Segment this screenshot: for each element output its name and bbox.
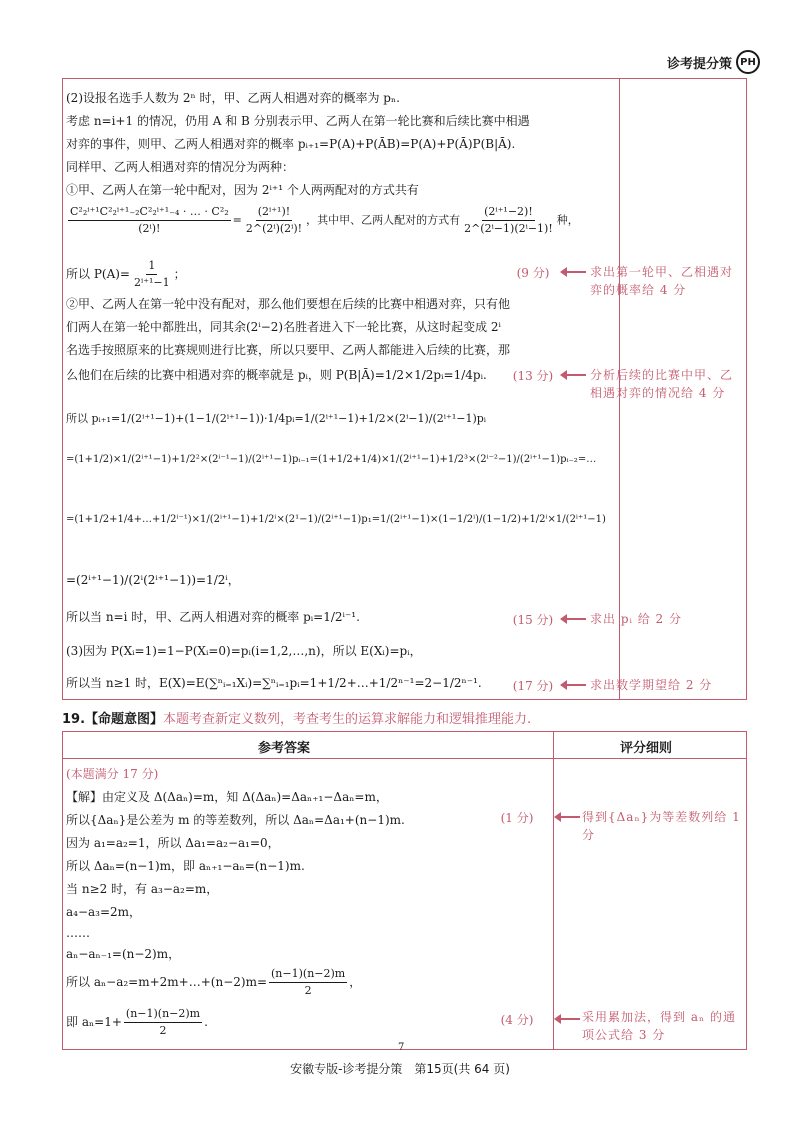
p2-line-16: 所以当 n=i 时，甲、乙两人相遇对弈的概率 pᵢ=1/2ⁱ⁻¹. [66,610,360,624]
q19-line-3: 因为 a₁=a₂=1，所以 Δa₁=a₂−a₁=0， [66,836,280,850]
grading-note: 求出数学期望给 2 分 [590,678,713,692]
q19-line-5: 当 n≥2 时，有 a₃−a₂=m， [66,882,219,896]
page-mark: 7 [398,1042,405,1053]
score-label: (4 分) [500,1013,534,1027]
grading-note: 求出第一轮甲、乙相遇对弈的概率给 4 分 [590,265,734,297]
brand-title: 诊考提分策 [666,56,732,72]
q19-line-6: a₄−a₃=2m， [66,905,142,919]
score-label: (9 分) [516,266,550,280]
p2-line-18: 所以当 n≥1 时，E(X)=E(∑ⁿᵢ₌₁Xᵢ)=∑ⁿᵢ₌₁pᵢ=1+1/2+…+1/2ⁿ⁻¹=2−1/2ⁿ⁻¹. [66,676,482,690]
grading-note: 分析后续的比赛中甲、乙相遇对弈的情况给 4 分 [590,368,734,400]
page-footer: 安徽专版-诊考提分策 第15页(共 64 页) [290,1062,510,1076]
p2-line-3: 对弈的事件，则甲、乙两人相遇对弈的概率 pᵢ₊₁=P(A)+P(ĀB)=P(A)+P(Ā)P(B|Ā). [66,137,516,151]
col-answer-header: 参考答案 [258,741,311,756]
score-label: (13 分) [512,369,554,383]
p2-line-4: 同样甲、乙两人相遇对弈的情况分为两种： [66,160,295,174]
p2-line-17: (3)因为 P(Xᵢ=1)=1−P(Xᵢ=0)=pᵢ(i=1,2,…,n)，所以 E(Xᵢ)=pᵢ， [66,644,422,658]
brand-header [667,50,760,74]
arrow-left-icon [556,816,580,818]
p2-line-2: 考虑 n=i+1 的情况，仍用 A 和 B 分别表示甲、乙两人在第一轮比赛和后续比赛中相遇 [66,114,530,128]
fraction: $\frac{(n-1)(n-2)m}{2}$ [271,967,346,997]
p2-line-7: 所以 P(A)= $\frac{1}{\text{2ⁱ⁺¹−1}}$ ； [66,259,186,289]
p2-line-5: ①甲、乙两人在第一轮中配对，因为 2ⁱ⁺¹ 个人两两配对的方式共有 [66,183,419,197]
p2-line-1: (2)设报名选手人数为 2ⁿ 时，甲、乙两人相遇对弈的概率为 pₙ. [66,91,400,105]
q19-line-2: 所以{Δaₙ}是公差为 m 的等差数列，所以 Δaₙ=Δa₁+(n−1)m. [66,813,405,827]
q19-line-8: aₙ−aₙ₋₁=(n−2)m， [66,947,181,961]
brand-logo-icon: PH [736,50,760,74]
q19-line-4: 所以 Δaₙ=(n−1)m，即 aₙ₊₁−aₙ=(n−1)m. [66,859,305,873]
p2-line-8: ②甲、乙两人在第一轮中没有配对，那么他们要想在后续的比赛中相遇对弈，只有他 [66,297,511,311]
q19-line-1: 【解】由定义及 Δ(Δaₙ)=m，知 Δ(Δaₙ)=Δaₙ₊₁−Δaₙ=m， [66,790,388,804]
p2-line-15: =(2ⁱ⁺¹−1)/(2ⁱ(2ⁱ⁺¹−1))=1/2ⁱ， [66,573,240,587]
arrow-left-icon [562,374,586,376]
intent-tag: 【命题意图】 [85,712,164,727]
grading-note: 求出 pᵢ 给 2 分 [590,612,682,626]
fraction: $\frac{\text{(2ⁱ⁺¹−2)!}}{\text{2\textasciicircum{}(2ⁱ−1)(2ⁱ−1)!}}$ [464,205,553,235]
p2-line-12: 所以 pᵢ₊₁=1/(2ⁱ⁺¹−1)+(1−1/(2ⁱ⁺¹−1))·1/4pᵢ=1/(2ⁱ⁺¹−1)+1/2×(2ⁱ−1)/(2ⁱ⁺¹−1)pᵢ [66,412,486,425]
arrow-left-icon [562,684,586,686]
column-divider [553,732,554,1049]
fraction: $\frac{1}{\text{2ⁱ⁺¹−1}}$ [133,259,170,289]
question-19-intent [62,708,531,727]
p2-line-14: =(1+1/2+1/4+…+1/2ⁱ⁻¹)×1/(2ⁱ⁺¹−1)+1/2ⁱ×(2¹−1)/(2ⁱ⁺¹−1)p₁=1/(2ⁱ⁺¹−1)×(1−1/2ⁱ)/(1−1/2)+1/2ⁱ×1/(2ⁱ⁺¹−1) [66,514,606,525]
score-label: (15 分) [512,613,554,627]
score-label: (1 分) [500,811,534,825]
arrow-left-icon [556,1018,580,1020]
question-number: 19. [62,712,86,727]
intent-text: 本题考查新定义数列，考查考生的运算求解能力和逻辑推理能力. [163,712,532,727]
fraction: $\frac{\text{C²₂ⁱ⁺¹C²₂ⁱ⁺¹₋₂C²₂ⁱ⁺¹₋₄ · … · C²₂}}{\text{(2ⁱ)!}}$ [70,205,229,235]
p2-line-10: 名选手按照原来的比赛规则进行比赛，所以只要甲、乙两人都能进入后续的比赛，那 [66,343,511,357]
p2-line-9: 们两人在第一轮中都胜出，同其余(2ⁱ−2)名胜者进入下一轮比赛，从这时起变成 2ⁱ [66,320,501,334]
q19-line-9: 所以 aₙ−a₂=m+2m+…+(n−2)m= $\frac{(n-1)(n-2)m}{2}$ ， [66,967,362,997]
col-detail-header: 评分细则 [620,741,673,756]
fraction: $\frac{\text{(2ⁱ⁺¹)!}}{\text{2\textasciicircum{}(2ⁱ)(2ⁱ)!}}$ [245,205,303,235]
arrow-left-icon [562,618,586,620]
p2-line-6: $\frac{\text{C²₂ⁱ⁺¹C²₂ⁱ⁺¹₋₂C²₂ⁱ⁺¹₋₄ · … · C²₂}}{\text{(2ⁱ)!}}$ = $\frac{\text{(2ⁱ⁺¹)!}}{\text{2\textasciicircum{}(2ⁱ)(2ⁱ)!}}$ ，其中甲、乙两人配对的方式有 $\frac{\text{(2ⁱ⁺¹−2)!}}{\text{2\textasciicircum{}(2ⁱ−1)(2ⁱ−1)!}}$ 种， [70,205,579,235]
q19-line-7: …… [66,926,90,940]
arrow-left-icon [562,271,586,273]
score-label: (17 分) [512,679,554,693]
grading-note: 得到{Δaₙ}为等差数列给 1 分 [582,810,741,842]
table-header [63,732,746,759]
fraction: $\frac{(n-1)(n-2)m}{2}$ [125,1007,201,1037]
p2-line-13: =(1+1/2)×1/(2ⁱ⁺¹−1)+1/2²×(2ⁱ⁻¹−1)/(2ⁱ⁺¹−1)pᵢ₋₁=(1+1/2+1/4)×1/(2ⁱ⁺¹−1)+1/2³×(2ⁱ⁻²−1)/(2ⁱ⁺¹−1)pᵢ₋₂=… [66,454,597,465]
q19-line-10: 即 aₙ=1+ $\frac{(n-1)(n-2)m}{2}$ . [66,1007,208,1037]
grading-note: 采用累加法，得到 aₙ 的通项公式给 3 分 [582,1010,736,1042]
q19-full-score: (本题满分 17 分) [66,767,159,781]
p2-line-11: 么他们在后续的比赛中相遇对弈的概率就是 pᵢ，则 P(B|Ā)=1/2×1/2pᵢ=1/4pᵢ. [66,368,487,382]
